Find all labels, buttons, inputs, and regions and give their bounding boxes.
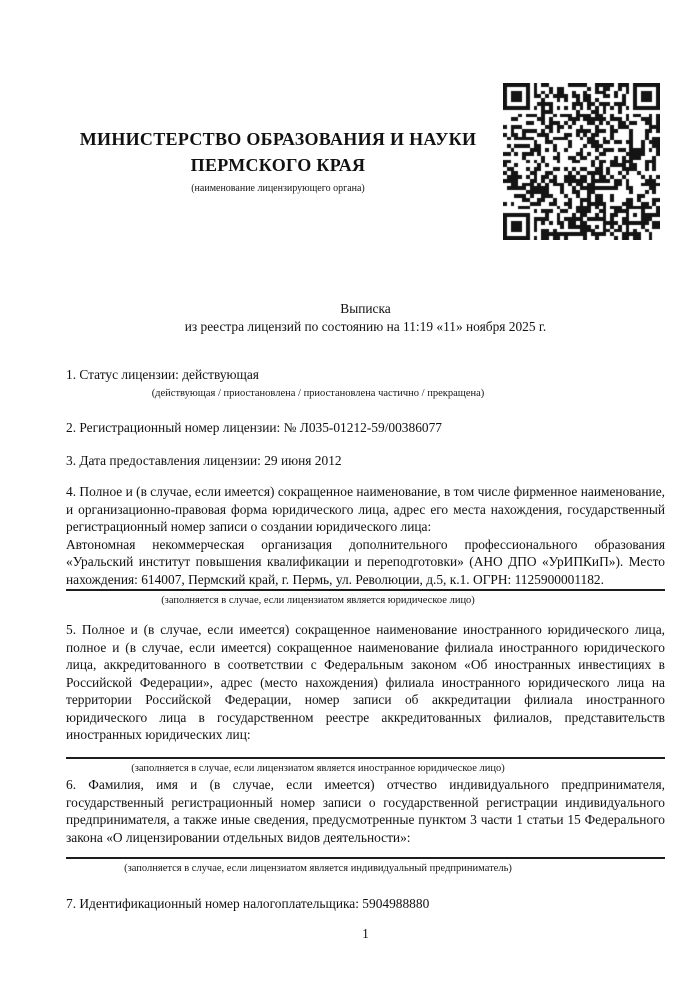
item-5-fill-line: [66, 757, 665, 759]
page-number: 1: [362, 926, 369, 941]
document-title: [66, 300, 665, 335]
document-content: [66, 0, 665, 989]
item-5-foreign-entity: [66, 621, 665, 775]
item-2-label: 2. Регистрационный номер лицензии: № Л035-01212-59/00386077: [66, 420, 442, 435]
authority-name-line2: ПЕРМСКОГО КРАЯ: [190, 155, 366, 175]
item-5-text: 5. Полное и (в случае, если имеется) сокращенное наименование иностранного юридического лица, полное и (в случае, если имеется) сокращенное наименование филиала иностранного юридического лица, аккредитованного в соответствии с Федеральным законом «Об иностранных инвестициях в Российской Федерации», адрес (место нахождения) филиала иностранного юридического лица на территории Российской Федерации, номер записи об аккредитации филиала иностранного юридического лица в государственном реестре аккредитованных филиалов, представительств иностранных юридических лиц:: [66, 622, 665, 742]
item-4-text: 4. Полное и (в случае, если имеется) сокращенное наименование, в том числе фирменное наименование, и организационно-правовая форма юридического лица, адрес его места нахождения, государственный регистрационный номер записи о создании юридического лица:: [66, 484, 665, 534]
item-3-label: 3. Дата предоставления лицензии: 29 июня 2012: [66, 453, 342, 468]
item-6-individual-entrepreneur: [66, 776, 665, 875]
item-7-taxpayer-number: [66, 895, 665, 913]
item-1-license-status: [66, 366, 665, 400]
item-1-label: 1. Статус лицензии: действующая: [66, 367, 259, 382]
item-7-label: 7. Идентификационный номер налогоплательщика: 5904988880: [66, 896, 430, 911]
item-4-caption: (заполняется в случае, если лицензиатом является юридическое лицо): [161, 595, 475, 606]
item-6-caption: (заполняется в случае, если лицензиатом является индивидуальный предприниматель): [124, 863, 512, 874]
document-title-line2: из реестра лицензий по состоянию на 11:19 «11» ноября 2025 г.: [184, 318, 547, 334]
qr-code-container: [503, 83, 660, 240]
item-1-caption: (действующая / приостановлена / приостановлена частично / прекращена): [151, 387, 485, 399]
document-title-line1: Выписка: [340, 301, 391, 316]
item-5-caption: (заполняется в случае, если лицензиатом является иностранное юридическое лицо): [131, 762, 505, 774]
item-4-legal-entity: [66, 483, 665, 607]
item-6-text: 6. Фамилия, имя и (в случае, если имеется) отчество индивидуального предпринимателя, государственный регистрационный номер записи о государственной регистрации индивидуального предпринимателя, а также иные сведения, предусмотренные пунктом 3 части 1 статьи 15 Федерального закона «О лицензировании отдельных видов деятельности»:: [66, 777, 665, 845]
item-6-fill-line: [66, 857, 665, 859]
item-2-registration-number: [66, 419, 665, 437]
item-4-value: Автономная некоммерческая организация дополнительного профессионального образования «Уральский институт повышения квалификации и переподготовки» (АНО ДПО «УрИПКиП»). Место нахождения: 614007, Пермский край, г. Пермь, ул. Революции, д.5, к.1. ОГРН: 1125900001182.: [66, 536, 665, 587]
qr-code-icon: [503, 83, 660, 240]
licensing-authority-header: [66, 126, 490, 194]
authority-name-caption: (наименование лицензирующего органа): [191, 183, 365, 194]
authority-name-line1: МИНИСТЕРСТВО ОБРАЗОВАНИЯ И НАУКИ: [79, 129, 477, 149]
item-4-fill-line: [66, 589, 665, 591]
item-3-grant-date: [66, 452, 665, 470]
